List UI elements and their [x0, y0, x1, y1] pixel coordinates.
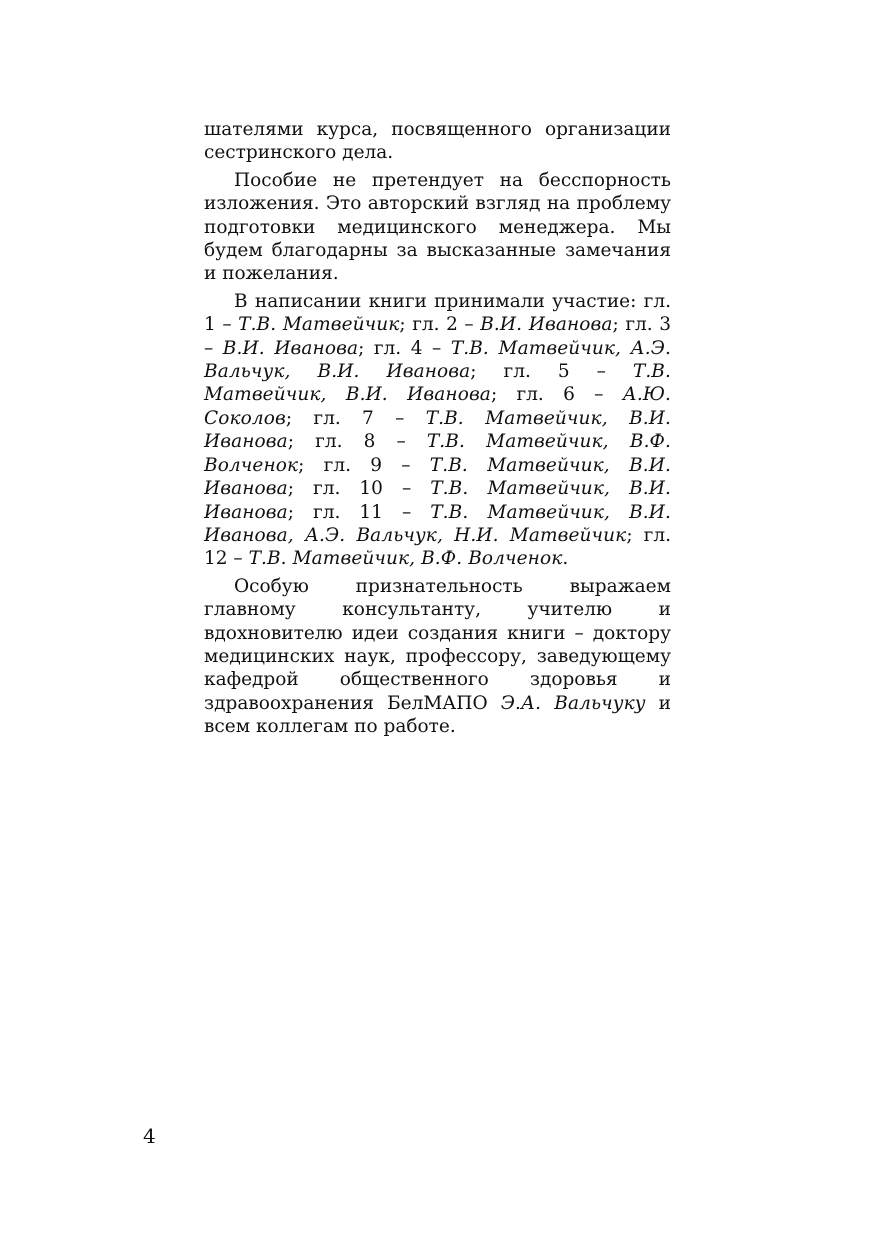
chapter-label: гл. 7 –: [313, 407, 426, 429]
paragraph-continuation: шателями курса, посвященного организации сестринского дела.: [204, 119, 671, 164]
chapter-label: гл. 2 –: [412, 314, 481, 336]
chapter-separator: ;: [287, 431, 316, 453]
chapter-separator: ;: [612, 314, 626, 336]
chapter-label: гл. 11 –: [313, 501, 431, 523]
chapter-label: гл. 4 –: [373, 337, 451, 359]
chapter-label: гл. 8 –: [315, 431, 427, 453]
chapter-label: гл. 1 –: [204, 290, 671, 336]
chapter-authors: Т.В. Матвейчик, В.Ф. Волченок: [204, 431, 671, 476]
paragraph-acknowledgement: [204, 575, 671, 739]
chapter-label: гл. 5 –: [503, 361, 633, 383]
chapter-separator: ;: [626, 524, 644, 546]
chapter-authors: Т.В. Матвейчик, В.Ф. Волченок: [248, 548, 563, 570]
chapter-authors: Т.В. Матвейчик, В.И. Иванова: [204, 361, 671, 406]
acknowledged-person: Э.А. Вальчуку: [500, 692, 646, 714]
chapter-authors: Т.В. Матвейчик, В.И. Иванова: [204, 478, 671, 523]
chapter-label: гл. 6 –: [516, 384, 623, 406]
chapter-authors: Т.В. Матвейчик, А.Э. Вальчук, В.И. Иванова: [204, 337, 671, 383]
chapter-separator: ;: [358, 337, 374, 359]
chapter-authors: Т.В. Матвейчик: [238, 314, 400, 336]
chapter-separator: ;: [490, 384, 517, 406]
chapter-authors: Т.В. Матвейчик, В.И. Иванова, А.Э. Вальчук, Н.И. Матвейчик: [204, 501, 671, 546]
chapter-label: гл. 12 –: [204, 524, 671, 570]
chapter-separator: ;: [298, 454, 324, 476]
chapter-separator: ;: [285, 407, 314, 429]
contributors-intro: В написании книги принимали участие:: [234, 290, 644, 312]
chapter-authors: В.И. Иванова: [222, 337, 359, 359]
chapter-separator: ;: [287, 478, 314, 500]
paragraph-contributors: [204, 290, 671, 571]
chapter-authors: Т.В. Матвейчик, В.И. Иванова: [204, 407, 671, 453]
paragraph-disclaimer: Пособие не претендует на бесспорность изложения. Это авторский взгляд на проблему подготовки медицинского менеджера. Мы будем благодарны за высказанные замечания и пожелания.: [204, 169, 671, 285]
acknowledgement-text: Особую признательность выражаем главному консультанту, учителю и вдохновителю идеи создания книги – доктору медицинских наук, профессору, заведующему кафедрой общественного здоровья и здравоохранения БелМАПО: [204, 575, 671, 714]
chapter-list: [204, 291, 671, 569]
chapter-authors: А.Ю. Соколов: [204, 384, 671, 429]
chapter-separator: ;: [287, 501, 314, 523]
chapter-authors: Т.В. Матвейчик, В.И. Иванова: [204, 454, 671, 500]
chapter-separator: ;: [470, 361, 504, 383]
chapter-separator: ;: [399, 314, 413, 336]
acknowledgement-ending: и всем коллегам по работе.: [204, 692, 671, 738]
chapter-separator: .: [562, 548, 569, 570]
body-text: [204, 118, 671, 743]
chapter-label: гл. 3 –: [204, 314, 671, 359]
chapter-authors: В.И. Иванова: [480, 314, 613, 336]
page-number: 4: [143, 1124, 156, 1148]
chapter-label: гл. 10 –: [313, 478, 431, 500]
chapter-label: гл. 9 –: [323, 454, 430, 476]
